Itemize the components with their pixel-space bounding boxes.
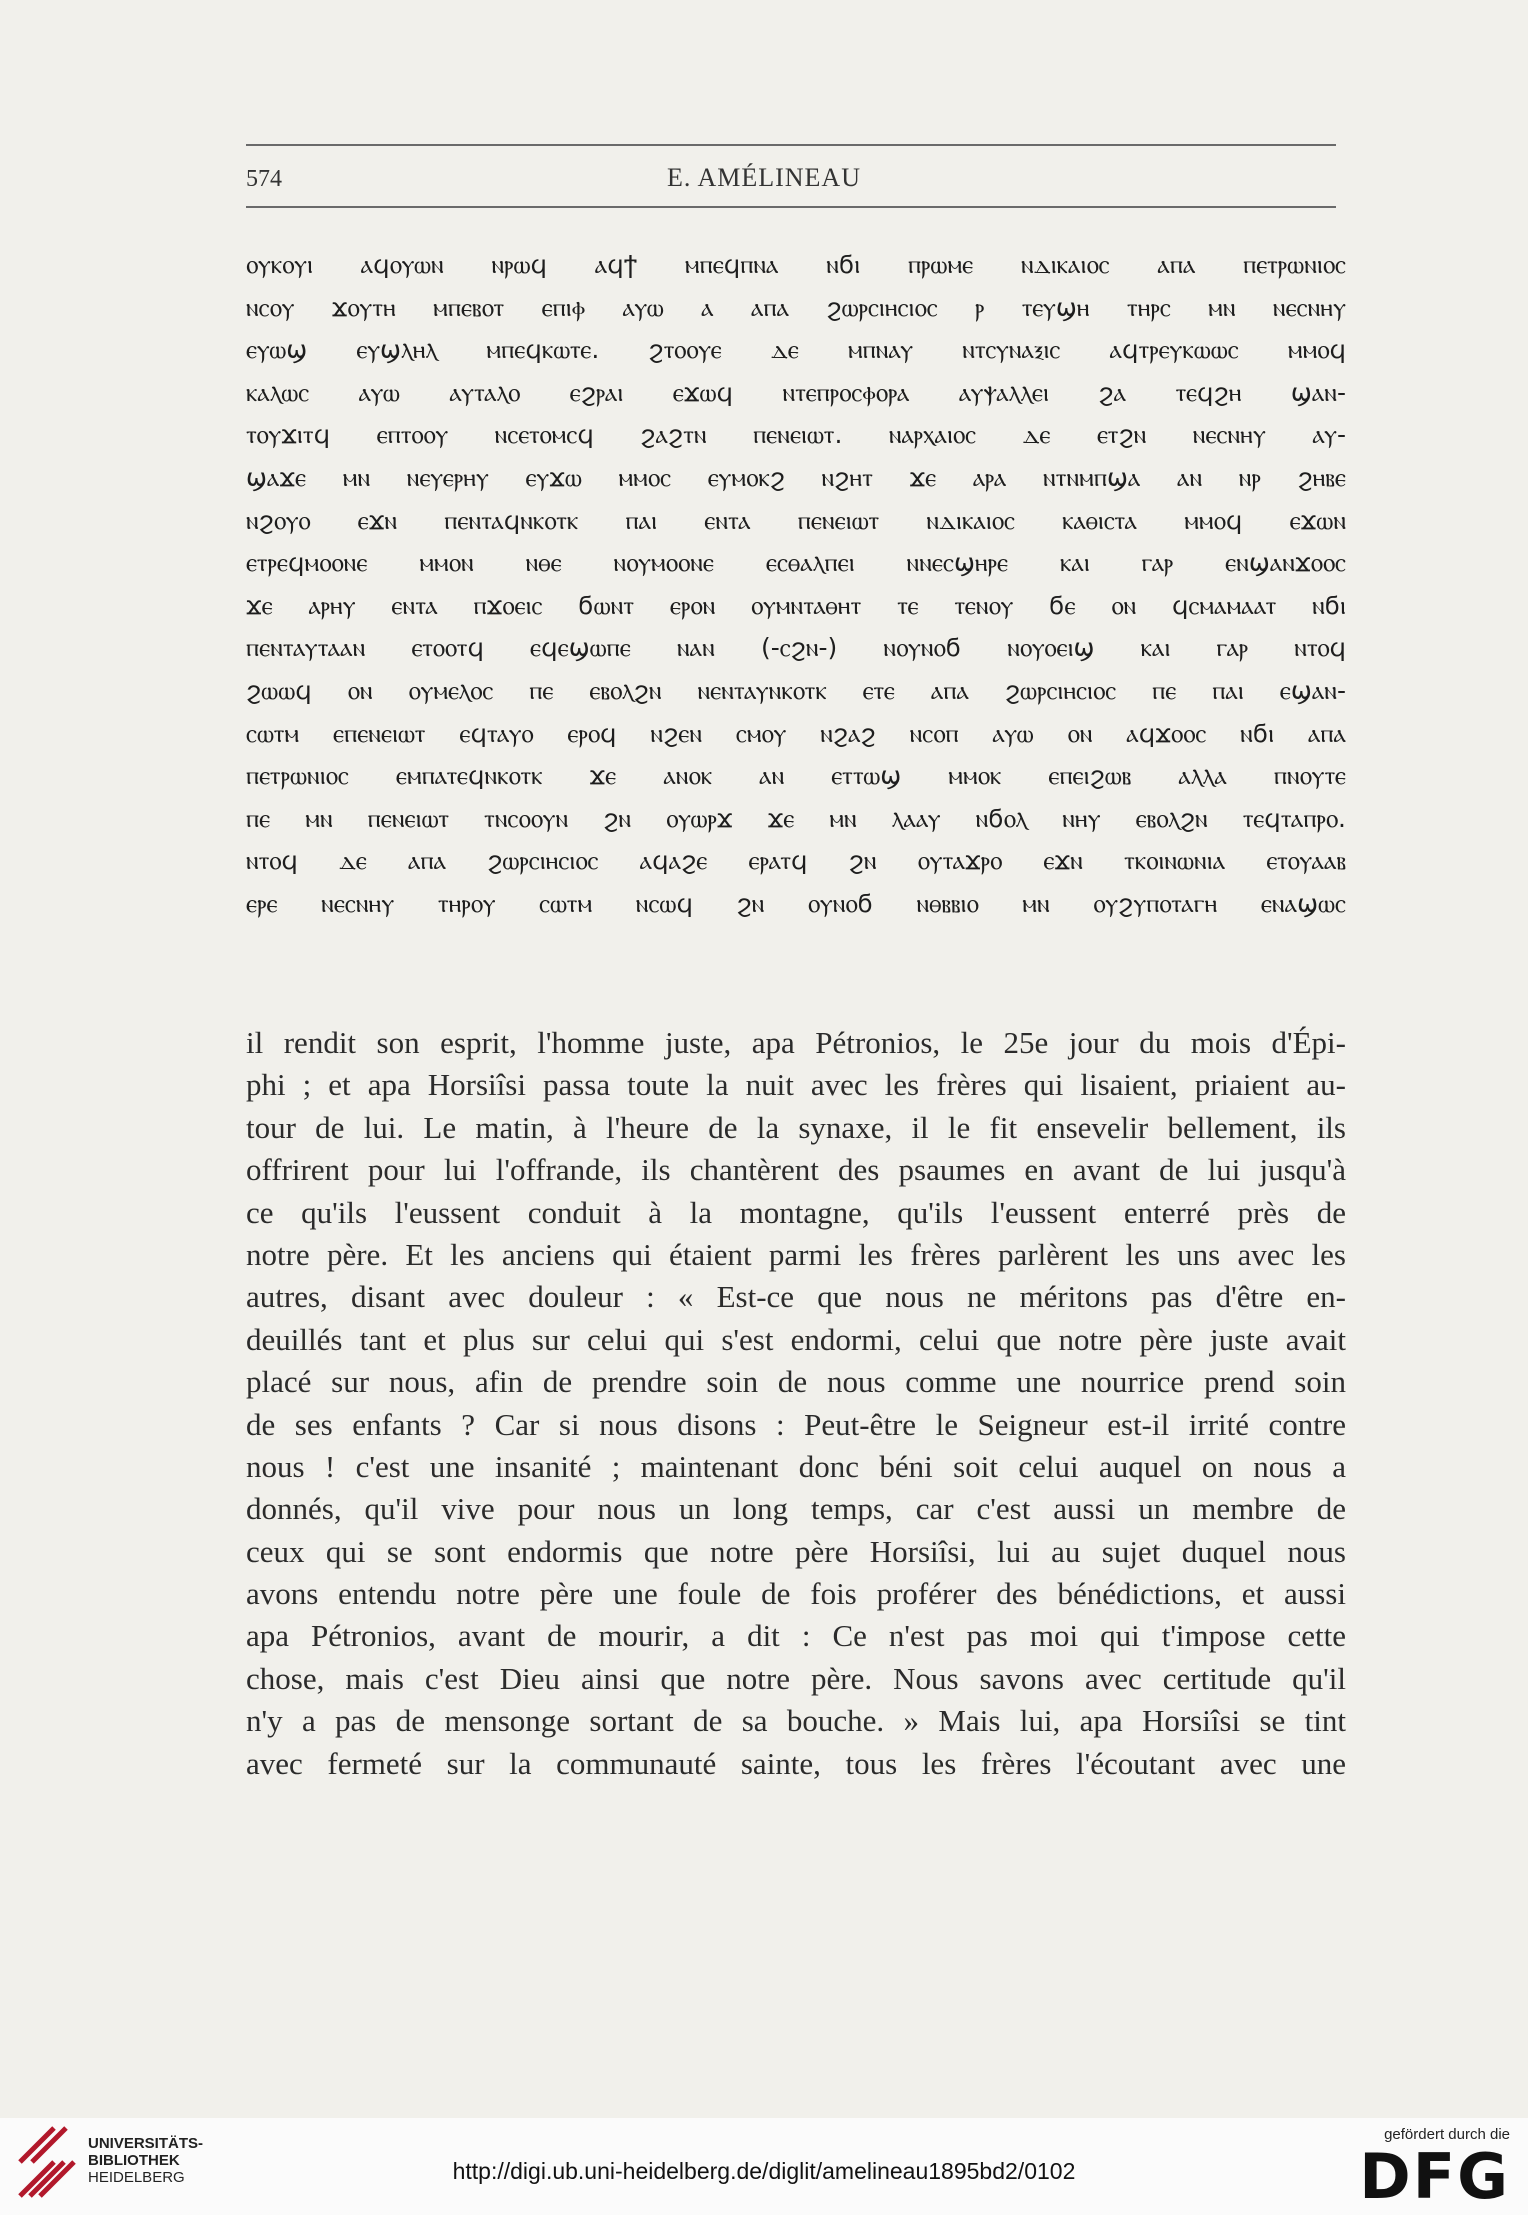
page-number: 574 — [246, 166, 282, 192]
coptic-line: ⲉⲣⲉ ⲛⲉⲥⲛⲏⲩ ⲧⲏⲣⲟⲩ ⲥⲱⲧⲙ ⲛⲥⲱϥ ϩⲛ ⲟⲩⲛⲟϭ ⲛⲑⲃⲃⲓⲟ ⲙⲛ ⲟⲩϩⲩⲡⲟⲧⲁⲅⲏ ⲉⲛⲁϣⲱⲥ — [246, 888, 1346, 918]
coptic-line: ⲕⲁⲗⲱⲥ ⲁⲩⲱ ⲁⲩⲧⲁⲗⲟ ⲉϩⲣⲁⲓ ⲉϫⲱϥ ⲛⲧⲉⲡⲣⲟⲥⲫⲟⲣⲁ ⲁⲩⲯⲁⲗⲗⲉⲓ ϩⲁ ⲧⲉϥϩⲏ ϣⲁⲛ- — [246, 377, 1346, 407]
french-line: donnés, qu'il vive pour nous un long temps, car c'est aussi un membre de — [246, 1491, 1346, 1527]
header-rule-top — [246, 144, 1336, 146]
library-line-1: UNIVERSITÄTS- — [88, 2135, 204, 2152]
coptic-text-block — [246, 244, 1346, 926]
french-line: avons entendu notre père une foule de fois proférer des bénédictions, et aussi — [246, 1576, 1346, 1612]
coptic-line: ϣⲁϫⲉ ⲙⲛ ⲛⲉⲩⲉⲣⲏⲩ ⲉⲩϫⲱ ⲙⲙⲟⲥ ⲉⲩⲙⲟⲕϩ ⲛϩⲏⲧ ϫⲉ ⲁⲣⲁ ⲛⲧⲛⲙⲡϣⲁ ⲁⲛ ⲛⲣ ϩⲏⲃⲉ — [246, 462, 1346, 492]
french-line: deuillés tant et plus sur celui qui s'est endormi, celui que notre père juste avait — [246, 1321, 1346, 1357]
funding-note: gefördert durch die — [1384, 2126, 1510, 2143]
french-line: n'y a pas de mensonge sortant de sa bouche. » Mais lui, apa Horsiîsi se tint — [246, 1703, 1346, 1739]
coptic-line: ⲧⲟⲩϫⲓⲧϥ ⲉⲡⲧⲟⲟⲩ ⲛⲥⲉⲧⲟⲙⲥϥ ϩⲁϩⲧⲛ ⲡⲉⲛⲉⲓⲱⲧ. ⲛⲁⲣⲭⲁⲓⲟⲥ ⲇⲉ ⲉⲧϩⲛ ⲛⲉⲥⲛⲏⲩ ⲁⲩ- — [246, 420, 1346, 450]
coptic-line: ⲡⲉ ⲙⲛ ⲡⲉⲛⲉⲓⲱⲧ ⲧⲛⲥⲟⲟⲩⲛ ϩⲛ ⲟⲩⲱⲣϫ ϫⲉ ⲙⲛ ⲗⲁⲁⲩ ⲛϭⲟⲗ ⲛⲏⲩ ⲉⲃⲟⲗϩⲛ ⲧⲉϥⲧⲁⲡⲣⲟ. — [246, 803, 1346, 833]
coptic-line: ⲥⲱⲧⲙ ⲉⲡⲉⲛⲉⲓⲱⲧ ⲉϥⲧⲁⲩⲟ ⲉⲣⲟϥ ⲛϩⲉⲛ ⲥⲙⲟⲩ ⲛϩⲁϩ ⲛⲥⲟⲡ ⲁⲩⲱ ⲟⲛ ⲁϥϫⲟⲟⲥ ⲛϭⲓ ⲁⲡⲁ — [246, 718, 1346, 748]
running-head: E. AMÉLINEAU — [667, 163, 861, 192]
source-url-link[interactable]: http://digi.ub.uni-heidelberg.de/diglit/amelineau1895bd2/0102 — [452, 2158, 1076, 2184]
coptic-line: ⲉⲧⲣⲉϥⲙⲟⲟⲛⲉ ⲙⲙⲟⲛ ⲛⲑⲉ ⲛⲟⲩⲙⲟⲟⲛⲉ ⲉⲥⲑⲁⲗⲡⲉⲓ ⲛⲛⲉⲥϣⲏⲣⲉ ⲕⲁⲓ ⲅⲁⲣ ⲉⲛϣⲁⲛϫⲟⲟⲥ — [246, 548, 1346, 578]
library-line-2: BIBLIOTHEK — [88, 2152, 180, 2169]
french-line: ce qu'ils l'eussent conduit à la montagne, qu'ils l'eussent enterré près de — [246, 1194, 1346, 1230]
french-line: offrirent pour lui l'offrande, ils chantèrent des psaumes en avant de lui jusqu'à — [246, 1152, 1346, 1188]
french-line: nous ! c'est une insanité ; maintenant donc béni soit celui auquel on nous a — [246, 1448, 1346, 1484]
french-line: apa Pétronios, avant de mourir, a dit : Ce n'est pas moi qui t'impose cette — [246, 1618, 1346, 1654]
coptic-line: ⲡⲉⲧⲣⲱⲛⲓⲟⲥ ⲉⲙⲡⲁⲧⲉϥⲛⲕⲟⲧⲕ ϫⲉ ⲁⲛⲟⲕ ⲁⲛ ⲉⲧⲧⲱϣ ⲙⲙⲟⲕ ⲉⲡⲉⲓϩⲱⲃ ⲁⲗⲗⲁ ⲡⲛⲟⲩⲧⲉ — [246, 761, 1346, 791]
library-line-3: HEIDELBERG — [88, 2169, 185, 2186]
french-line: placé sur nous, afin de prendre soin de nous comme une nourrice prend soin — [246, 1364, 1346, 1400]
french-line: phi ; et apa Horsiîsi passa toute la nuit avec les frères qui lisaient, priaient au- — [246, 1067, 1346, 1103]
french-line: ceux qui se sont endormis que notre père Horsiîsi, lui au sujet duquel nous — [246, 1533, 1346, 1569]
coptic-line: ⲉⲩⲱϣ ⲉⲩϣⲗⲏⲗ ⲙⲡⲉϥⲕⲱⲧⲉ. ϩⲧⲟⲟⲩⲉ ⲇⲉ ⲙⲡⲛⲁⲩ ⲛⲧⲥⲩⲛⲁⲝⲓⲥ ⲁϥⲧⲣⲉⲩⲕⲱⲱⲥ ⲙⲙⲟϥ — [246, 335, 1346, 365]
french-line: de ses enfants ? Car si nous disons : Peut-être le Seigneur est-il irrité contre — [246, 1406, 1346, 1442]
coptic-line: ϫⲉ ⲁⲣⲏⲩ ⲉⲛⲧⲁ ⲡϫⲟⲉⲓⲥ ϭⲱⲛⲧ ⲉⲣⲟⲛ ⲟⲩⲙⲛⲧⲁⲑⲏⲧ ⲧⲉ ⲧⲉⲛⲟⲩ ϭⲉ ⲟⲛ ϥⲥⲙⲁⲙⲁⲁⲧ ⲛϭⲓ — [246, 590, 1346, 620]
coptic-line: ϩⲱⲱϥ ⲟⲛ ⲟⲩⲙⲉⲗⲟⲥ ⲡⲉ ⲉⲃⲟⲗϩⲛ ⲛⲉⲛⲧⲁⲩⲛⲕⲟⲧⲕ ⲉⲧⲉ ⲁⲡⲁ ϩⲱⲣⲥⲓⲏⲥⲓⲟⲥ ⲡⲉ ⲡⲁⲓ ⲉϣⲁⲛ- — [246, 675, 1346, 705]
french-line: avec fermeté sur la communauté sainte, tous les frères l'écoutant avec une — [246, 1745, 1346, 1781]
french-line: notre père. Et les anciens qui étaient parmi les frères parlèrent les uns avec les — [246, 1236, 1346, 1272]
french-line: tour de lui. Le matin, à l'heure de la synaxe, il le fit ensevelir bellement, ils — [246, 1109, 1346, 1145]
french-line: il rendit son esprit, l'homme juste, apa Pétronios, le 25e jour du mois d'Épi- — [246, 1025, 1346, 1060]
french-line: chose, mais c'est Dieu ainsi que notre père. Nous savons avec certitude qu'il — [246, 1660, 1346, 1696]
french-line: autres, disant avec douleur : « Est-ce que nous ne méritons pas d'être en- — [246, 1279, 1346, 1315]
header-rule-bottom — [246, 206, 1336, 208]
coptic-line: ⲛϩⲟⲩⲟ ⲉϫⲛ ⲡⲉⲛⲧⲁϥⲛⲕⲟⲧⲕ ⲡⲁⲓ ⲉⲛⲧⲁ ⲡⲉⲛⲉⲓⲱⲧ ⲛⲇⲓⲕⲁⲓⲟⲥ ⲕⲁⲑⲓⲥⲧⲁ ⲙⲙⲟϥ ⲉϫⲱⲛ — [246, 505, 1346, 535]
coptic-line: ⲟⲩⲕⲟⲩⲓ ⲁϥⲟⲩⲱⲛ ⲛⲣⲱϥ ⲁϥϯ ⲙⲡⲉϥⲡⲛⲁ ⲛϭⲓ ⲡⲣⲱⲙⲉ ⲛⲇⲓⲕⲁⲓⲟⲥ ⲁⲡⲁ ⲡⲉⲧⲣⲱⲛⲓⲟⲥ — [246, 250, 1346, 279]
coptic-line: ⲡⲉⲛⲧⲁⲩⲧⲁⲁⲛ ⲉⲧⲟⲟⲧϥ ⲉϥⲉϣⲱⲡⲉ ⲛⲁⲛ (-ⲥϩⲛ-) ⲛⲟⲩⲛⲟϭ ⲛⲟⲩⲟⲉⲓϣ ⲕⲁⲓ ⲅⲁⲣ ⲛⲧⲟϥ — [246, 633, 1346, 663]
coptic-line: ⲛⲧⲟϥ ⲇⲉ ⲁⲡⲁ ϩⲱⲣⲥⲓⲏⲥⲓⲟⲥ ⲁϥⲁϩⲉ ⲉⲣⲁⲧϥ ϩⲛ ⲟⲩⲧⲁϫⲣⲟ ⲉϫⲛ ⲧⲕⲟⲓⲛⲱⲛⲓⲁ ⲉⲧⲟⲩⲁⲁⲃ — [246, 846, 1346, 876]
french-translation-block — [246, 1022, 1346, 1785]
coptic-line: ⲛⲥⲟⲩ ϫⲟⲩⲧⲏ ⲙⲡⲉⲃⲟⲧ ⲉⲡⲓⲫ ⲁⲩⲱ ⲁ ⲁⲡⲁ ϩⲱⲣⲥⲓⲏⲥⲓⲟⲥ ⲣ ⲧⲉⲩϣⲏ ⲧⲏⲣⲥ ⲙⲛ ⲛⲉⲥⲛⲏⲩ — [246, 292, 1346, 322]
dfg-logo: DFG — [1359, 2140, 1510, 2213]
